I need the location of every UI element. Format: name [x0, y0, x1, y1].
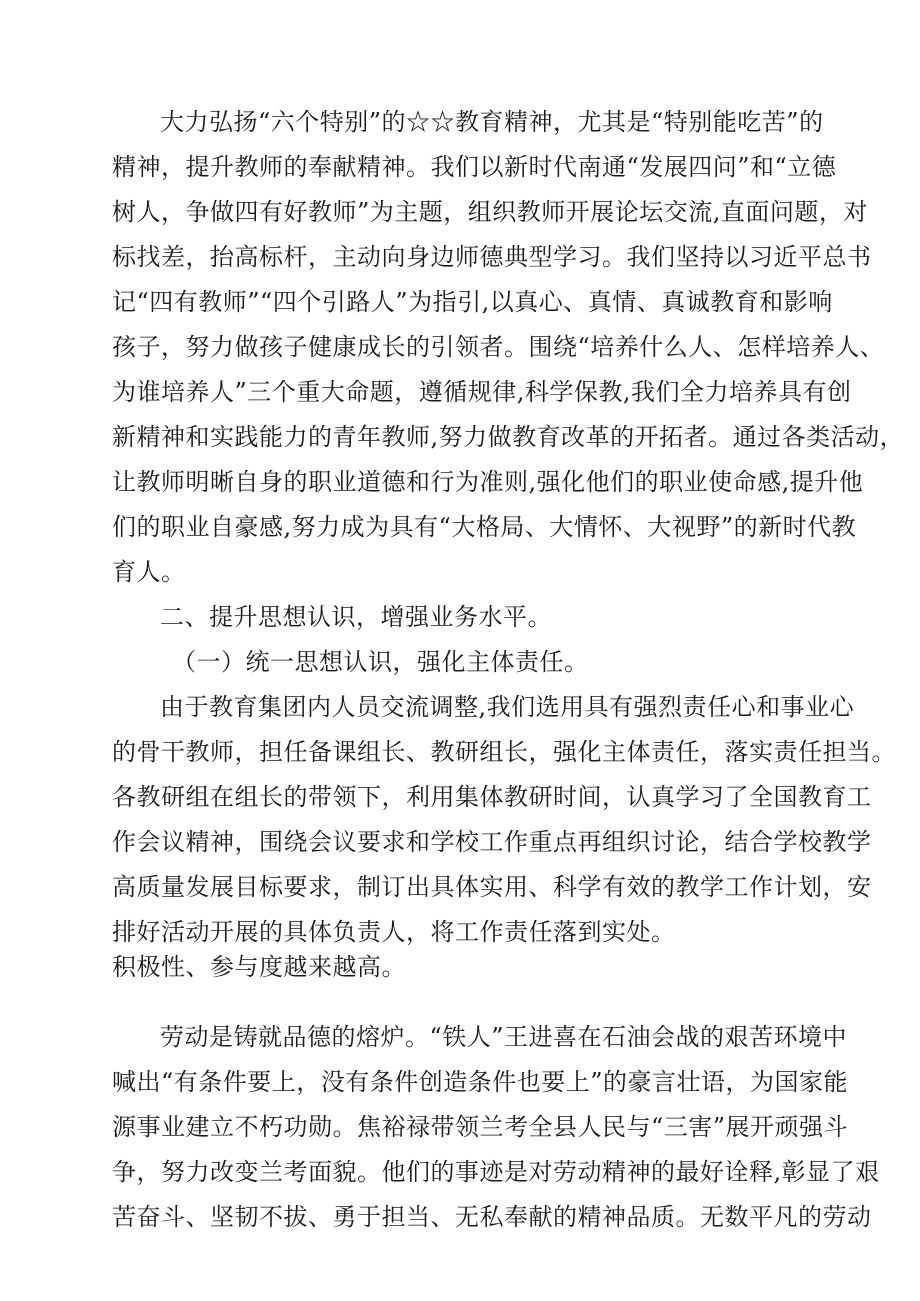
p2-line-1: 由于教育集团内人员交流调整,我们选用具有强烈责任心和事业心 [160, 693, 855, 721]
subsection-heading-2-1: （一）统一思想认识，强化主体责任。 [172, 648, 589, 676]
p3-line-2: 喊出“有条件要上，没有条件创造条件也要上”的豪言壮语，为国家能 [112, 1068, 849, 1096]
p1-line-7: 为谁培养人”三个重大命题，遵循规律,科学保教,我们全力培养具有创 [112, 378, 852, 406]
p1-line-11: 育人。 [112, 558, 186, 586]
p3-line-4: 争，努力改变兰考面貌。他们的事迹是对劳动精神的最好诠释,彰显了艰 [112, 1158, 880, 1186]
p1-line-8: 新精神和实践能力的青年教师,努力做教育改革的开拓者。通过各类活动， [112, 423, 905, 451]
fragment-line: 积极性、参与度越来越高。 [112, 953, 406, 981]
p1-line-3: 树人，争做四有好教师”为主题，组织教师开展论坛交流,直面问题，对 [112, 198, 868, 226]
p3-line-5: 苦奋斗、坚韧不拔、勇于担当、无私奉献的精神品质。无数平凡的劳动 [112, 1203, 872, 1231]
p3-line-3: 源事业建立不朽功勋。焦裕禄带领兰考全县人民与“三害”展开顽强斗 [112, 1113, 849, 1141]
p1-line-9: 让教师明晰自身的职业道德和行为准则,强化他们的职业使命感,提升他 [112, 468, 864, 496]
p2-line-3: 各教研组在组长的带领下，利用集体教研时间，认真学习了全国教育工 [112, 783, 872, 811]
p1-line-2: 精神，提升教师的奉献精神。我们以新时代南通“发展四问”和“立德 [112, 153, 837, 181]
p2-line-4: 作会议精神，围绕会议要求和学校工作重点再组织讨论，结合学校教学 [112, 828, 872, 856]
section-heading-2: 二、提升思想认识，增强业务水平。 [160, 603, 552, 631]
p2-line-5: 高质量发展目标要求，制订出具体实用、科学有效的教学工作计划，安 [112, 873, 872, 901]
p1-line-5: 记“四有教师”“四个引路人”为指引,以真心、真情、真诚教育和影响 [112, 288, 833, 316]
p1-line-4: 标找差，抬高标杆，主动向身边师德典型学习。我们坚持以习近平总书 [112, 243, 872, 271]
p2-line-2: 的骨干教师，担任备课组长、教研组长，强化主体责任，落实责任担当。 [112, 738, 896, 766]
p1-line-10: 们的职业自豪感,努力成为具有“大格局、大情怀、大视野”的新时代教 [112, 513, 857, 541]
p3-line-1: 劳动是铸就品德的熔炉。“铁人”王进喜在石油会战的艰苦环境中 [160, 1023, 848, 1051]
p2-line-6: 排好活动开展的具体负责人，将工作责任落到实处。 [112, 918, 676, 946]
p1-line-1: 大力弘扬“六个特别”的☆☆教育精神，尤其是“特别能吃苦”的 [160, 108, 824, 136]
p1-line-6: 孩子，努力做孩子健康成长的引领者。围绕“培养什么人、怎样培养人、 [112, 333, 885, 361]
